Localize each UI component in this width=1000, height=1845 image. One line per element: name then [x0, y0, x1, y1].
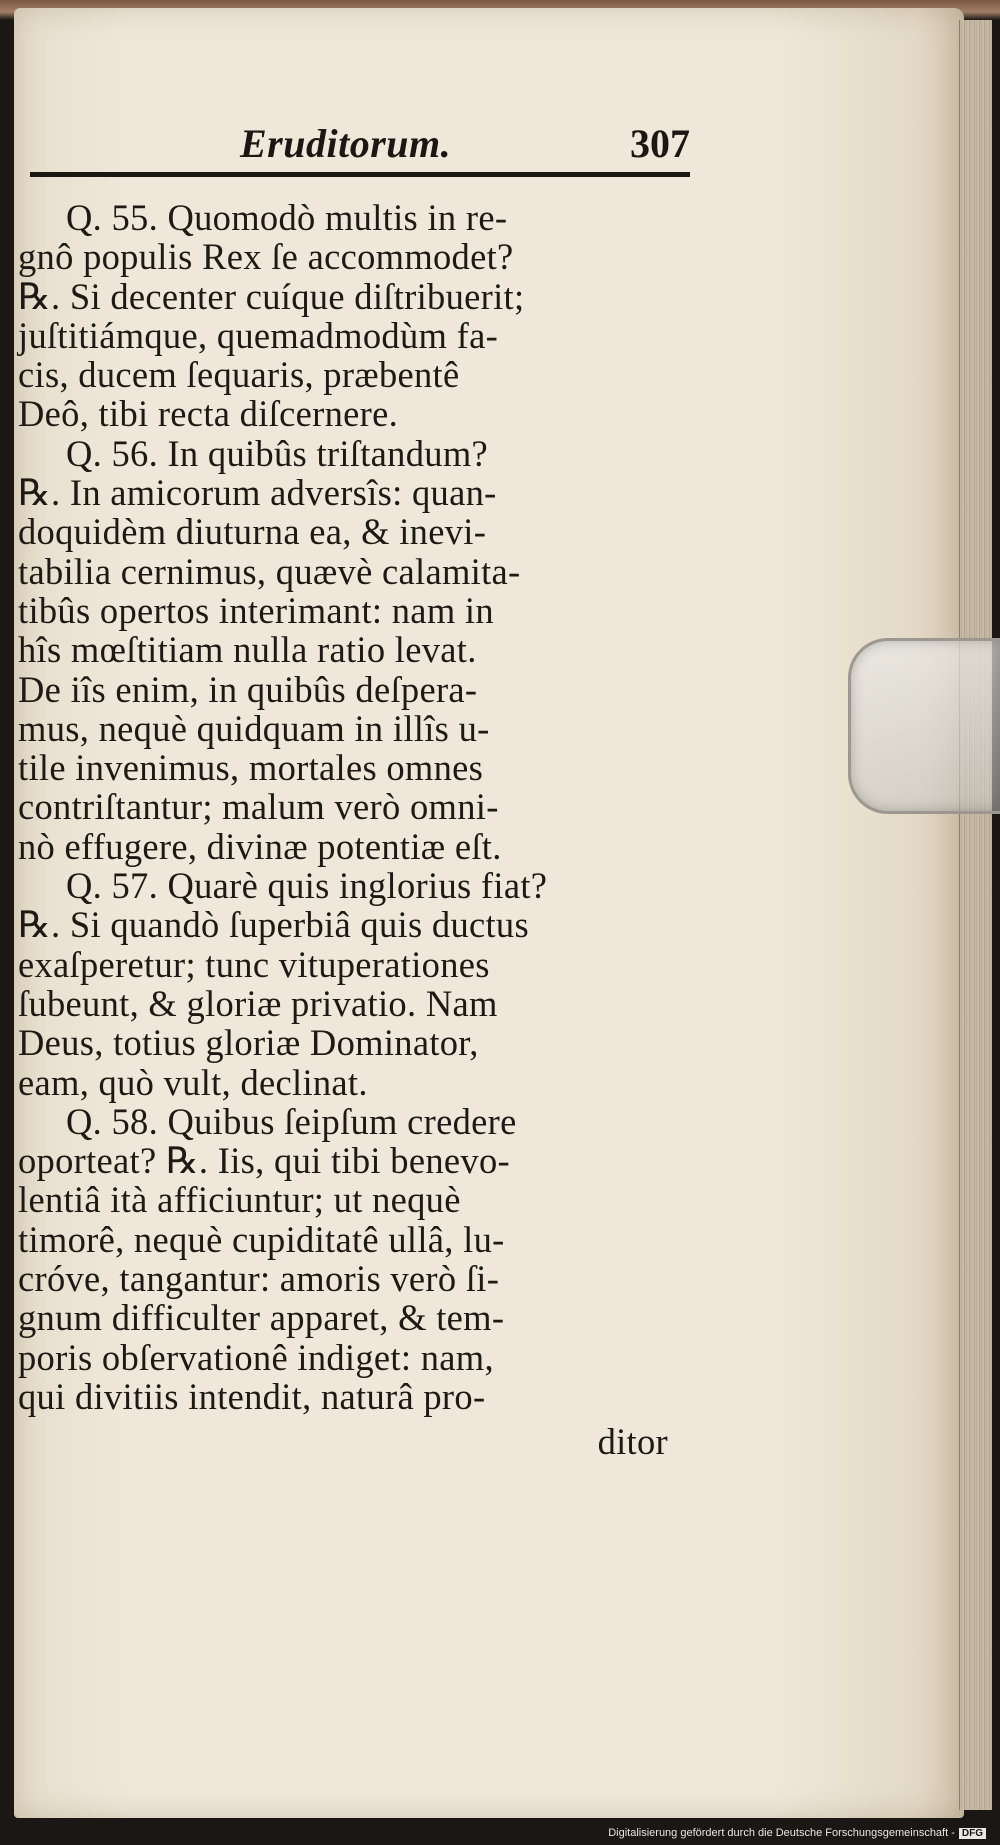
- dfg-logo: DFG: [959, 1828, 986, 1839]
- text-line: cróve, tangantur: amoris verò ſi-: [18, 1258, 500, 1300]
- catchword: ditor: [597, 1421, 668, 1463]
- text-line: cis, ducem ſequaris, præbentê: [18, 354, 460, 396]
- text-line: Q. 56. In quibûs triſtandum?: [66, 432, 489, 474]
- text-line: Deus, totius gloriæ Dominator,: [18, 1022, 479, 1064]
- text-line: contriſtantur; malum verò omni-: [18, 786, 499, 828]
- page-clip: [848, 638, 1000, 814]
- text-line: tibûs opertos interimant: nam in: [18, 589, 494, 631]
- page-header: [30, 120, 690, 180]
- text-line: juſtitiámque, quemadmodùm fa-: [18, 314, 499, 356]
- text-line: poris obſervationê indiget: nam,: [18, 1336, 494, 1378]
- text-line: hîs mœſtitiam nulla ratio levat.: [18, 629, 477, 671]
- text-line: doquidèm diuturna ea, & inevi-: [18, 511, 487, 553]
- page-fore-edge: [959, 20, 992, 1810]
- text-line: tile invenimus, mortales omnes: [18, 747, 484, 789]
- text-line: Deô, tibi recta diſcernere.: [18, 393, 398, 435]
- running-head: Eruditorum.: [240, 121, 452, 166]
- text-line: Q. 58. Quibus ſeipſum credere: [66, 1100, 517, 1142]
- body-text: [18, 198, 698, 1462]
- text-line: eam, quò vult, declinat.: [18, 1061, 368, 1103]
- text-line: mus, nequè quidquam in illîs u-: [18, 707, 490, 749]
- text-line: Q. 55. Quomodò multis in re-: [66, 197, 508, 238]
- text-line: tabilia cernimus, quævè calamita-: [18, 550, 521, 592]
- text-line: De iîs enim, in quibûs deſpera-: [18, 668, 478, 710]
- text-line: gnum difficulter apparet, & tem-: [18, 1297, 505, 1339]
- credit-text: Digitalisierung gefördert durch die Deutsche Forschungsgemeinschaft -: [608, 1827, 955, 1839]
- text-line: oporteat? ℞. Iis, qui tibi benevo-: [18, 1140, 510, 1182]
- text-line: ℞. Si quandò ſuperbiâ quis ductus: [18, 904, 529, 946]
- text-line: ℞. Si decenter cuíque diſtribuerit;: [18, 275, 525, 317]
- header-rule: [30, 172, 690, 177]
- text-line: ſubeunt, & gloriæ privatio. Nam: [18, 982, 498, 1024]
- text-line: qui divitiis intendit, naturâ pro-: [18, 1375, 486, 1417]
- text-line: ℞. In amicorum adversîs: quan-: [18, 472, 497, 514]
- digitization-credit: [608, 1827, 986, 1839]
- text-line: Q. 57. Quarè quis inglorius fiat?: [66, 865, 548, 907]
- page-number: 307: [630, 121, 690, 166]
- text-line: exaſperetur; tunc vituperationes: [18, 943, 490, 985]
- text-line: timorê, nequè cupiditatê ullâ, lu-: [18, 1218, 505, 1260]
- text-line: gnô populis Rex ſe accommodet?: [18, 236, 514, 278]
- text-line: lentiâ ità afficiuntur; ut nequè: [18, 1179, 461, 1221]
- text-line: nò effugere, divinæ potentiæ eſt.: [18, 825, 502, 867]
